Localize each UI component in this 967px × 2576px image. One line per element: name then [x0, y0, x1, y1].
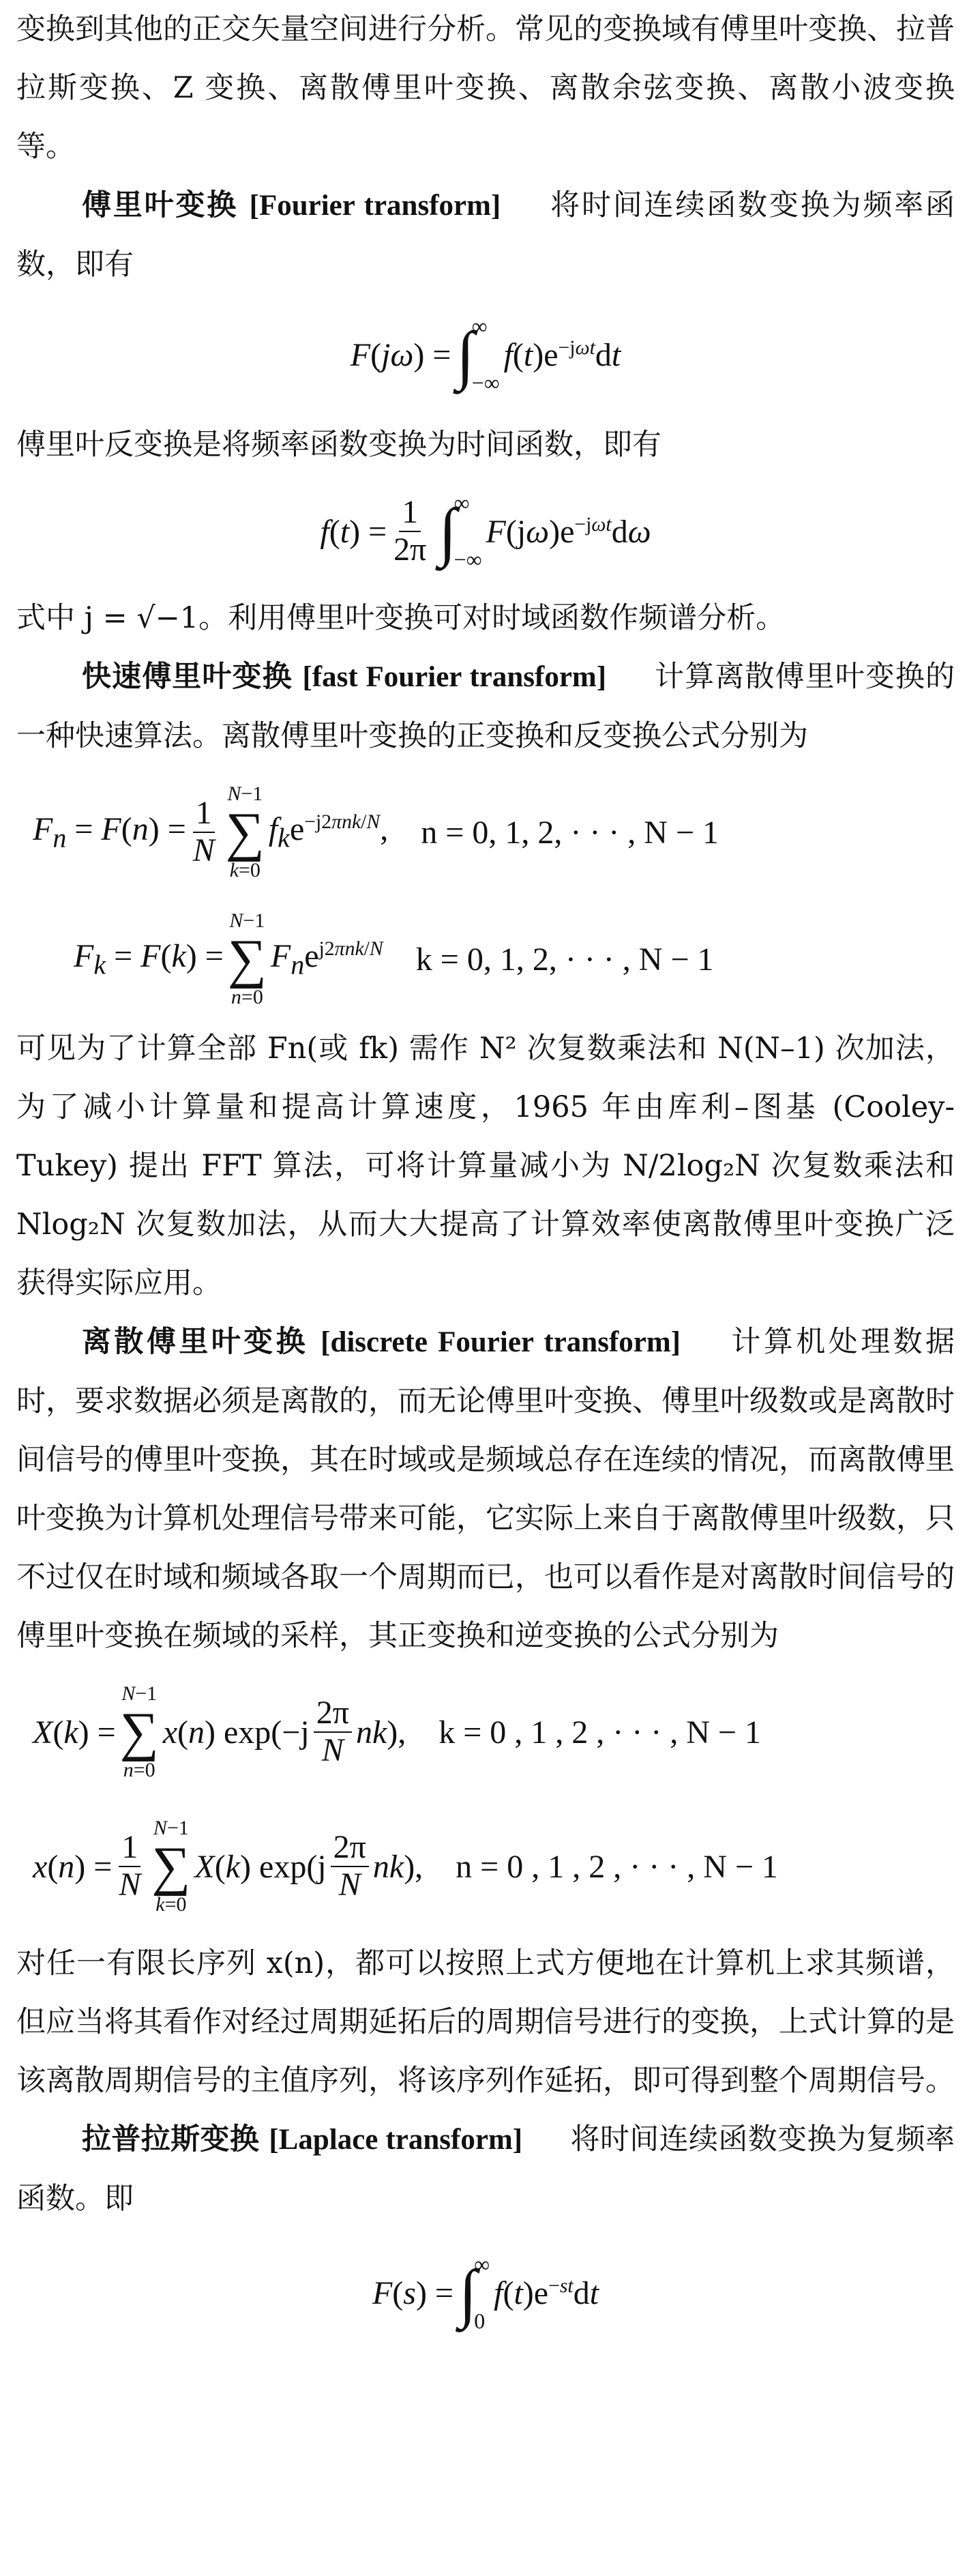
dft-forward-range: k = 0 , 1 , 2 , · · · , N − 1 [438, 1714, 761, 1751]
fourier-inverse-text: 傅里叶反变换是将频率函数变换为时间函数，即有 [16, 428, 661, 462]
fft-desc: 计算离散傅里叶变换的一种快速算法。离散傅里叶变换的正变换和反变换公式分别为 [16, 660, 955, 753]
fft-inverse-range: k = 0, 1, 2, · · · , N − 1 [415, 941, 714, 978]
fft-inverse-equation: $F_k = F(k)$ = N−1 ∑ n=0 $F_ne^{j2\pi nk/N}$ k = 0, 1, 2, · · · , N − 1 [74, 909, 714, 1008]
dft-inverse-equation: x(n) = $\frac{1}{N}$ N−1 ∑ k=0 X(k) exp(j $\frac{2\pi}{N}$ nk), n = 0 , 1 , 2 , · · · , N − 1 [33, 1817, 778, 1916]
fourier-desc: 将时间连续函数变换为频率函数，即有 [16, 188, 955, 282]
fft-english: [fast Fourier transform] [302, 661, 607, 693]
laplace-desc: 将时间连续函数变换为复频率函数。即 [16, 2122, 955, 2216]
fft-entry [16, 647, 955, 765]
fourier-term: 傅里叶变换 [82, 188, 239, 222]
laplace-english: [Laplace transform] [269, 2124, 523, 2156]
dft-desc: 计算机处理数据时，要求数据必须是离散的，而无论傅里叶变换、傅里叶级数或是离散时间信号的傅里叶变换，其在时域或是频域总存在连续的情况，而离散傅里叶变换为计算机处理信号带来可能，它实际上来自于离散傅里叶级数，只不过仅在时域和频域各取一个周期而已，也可以看作是对离散时间信号的傅里叶变换在频域的采样，其正变换和逆变换的公式分别为 [16, 1325, 955, 1653]
dft-body: 对任一有限长序列 x(n)，都可以按照上式方便地在计算机上求其频谱，但应当将其看作对经过周期延拓后的周期信号进行的变换，上式计算的是该离散周期信号的主值序列，将该序列作延拓，即可得到整个周期信号。 [16, 1946, 955, 2098]
dft-inverse-range: n = 0 , 1 , 2 , · · · , N − 1 [456, 1848, 778, 1885]
intro-paragraph: 变换到其他的正交矢量空间进行分析。常见的变换域有傅里叶变换、拉普拉斯变换、Z 变换、离散傅里叶变换、离散余弦变换、离散小波变换等。 [16, 12, 955, 164]
fft-forward-range: n = 0, 1, 2, · · · , N − 1 [421, 814, 719, 851]
laplace-term: 拉普拉斯变换 [82, 2122, 260, 2156]
fourier-equation: F(jω) = ∫ ∞ −∞ $f(t)e^{-j\omega t}dt$ [350, 314, 621, 395]
laplace-equation: F(s) = ∫ ∞ 0 $f(t)e^{-st}dt$ [372, 2252, 599, 2333]
dft-english: [discrete Fourier transform] [321, 1326, 681, 1358]
dft-entry [16, 1313, 955, 1665]
fourier-inverse-equation: f(t) = $\frac{1}{2\pi}$ ∫ ∞ −∞ $F(j\omega)e^{-j\omega t}d\omega$ [320, 491, 651, 572]
fourier-english: [Fourier transform] [249, 190, 501, 222]
dft-forward-equation: X(k) = N−1 ∑ n=0 x(n) exp(−j $\frac{2\pi}{N}$ nk), k = 0 , 1 , 2 , · · · , N − 1 [33, 1682, 761, 1781]
laplace-entry [16, 2110, 955, 2228]
fft-body: 可见为了计算全部 Fn(或 fk) 需作 N² 次复数乘法和 N(N–1) 次加法，为了减小计算量和提高计算速度，1965 年由库利–图基 (Cooley-Tukey) 提出 FFT 算法，可将计算量减小为 N/2log₂N 次复数乘法和 Nlog₂N 次复数加法，从而大大提高了计算效率使离散傅里叶变换广泛获得实际应用。 [16, 1031, 955, 1300]
fft-forward-equation: $F_n = F(n)$ = $\frac{1}{N}$ N−1 ∑ k=0 $f_ke^{-j2\pi nk/N}$, n = 0, 1, 2, · · · , N − 1 [33, 782, 719, 881]
fft-term: 快速傅里叶变换 [82, 660, 293, 694]
fourier-note: 式中 j = √−1。利用傅里叶变换可对时域函数作频谱分析。 [16, 601, 786, 635]
fourier-entry [16, 176, 955, 294]
dft-term: 离散傅里叶变换 [82, 1325, 309, 1359]
